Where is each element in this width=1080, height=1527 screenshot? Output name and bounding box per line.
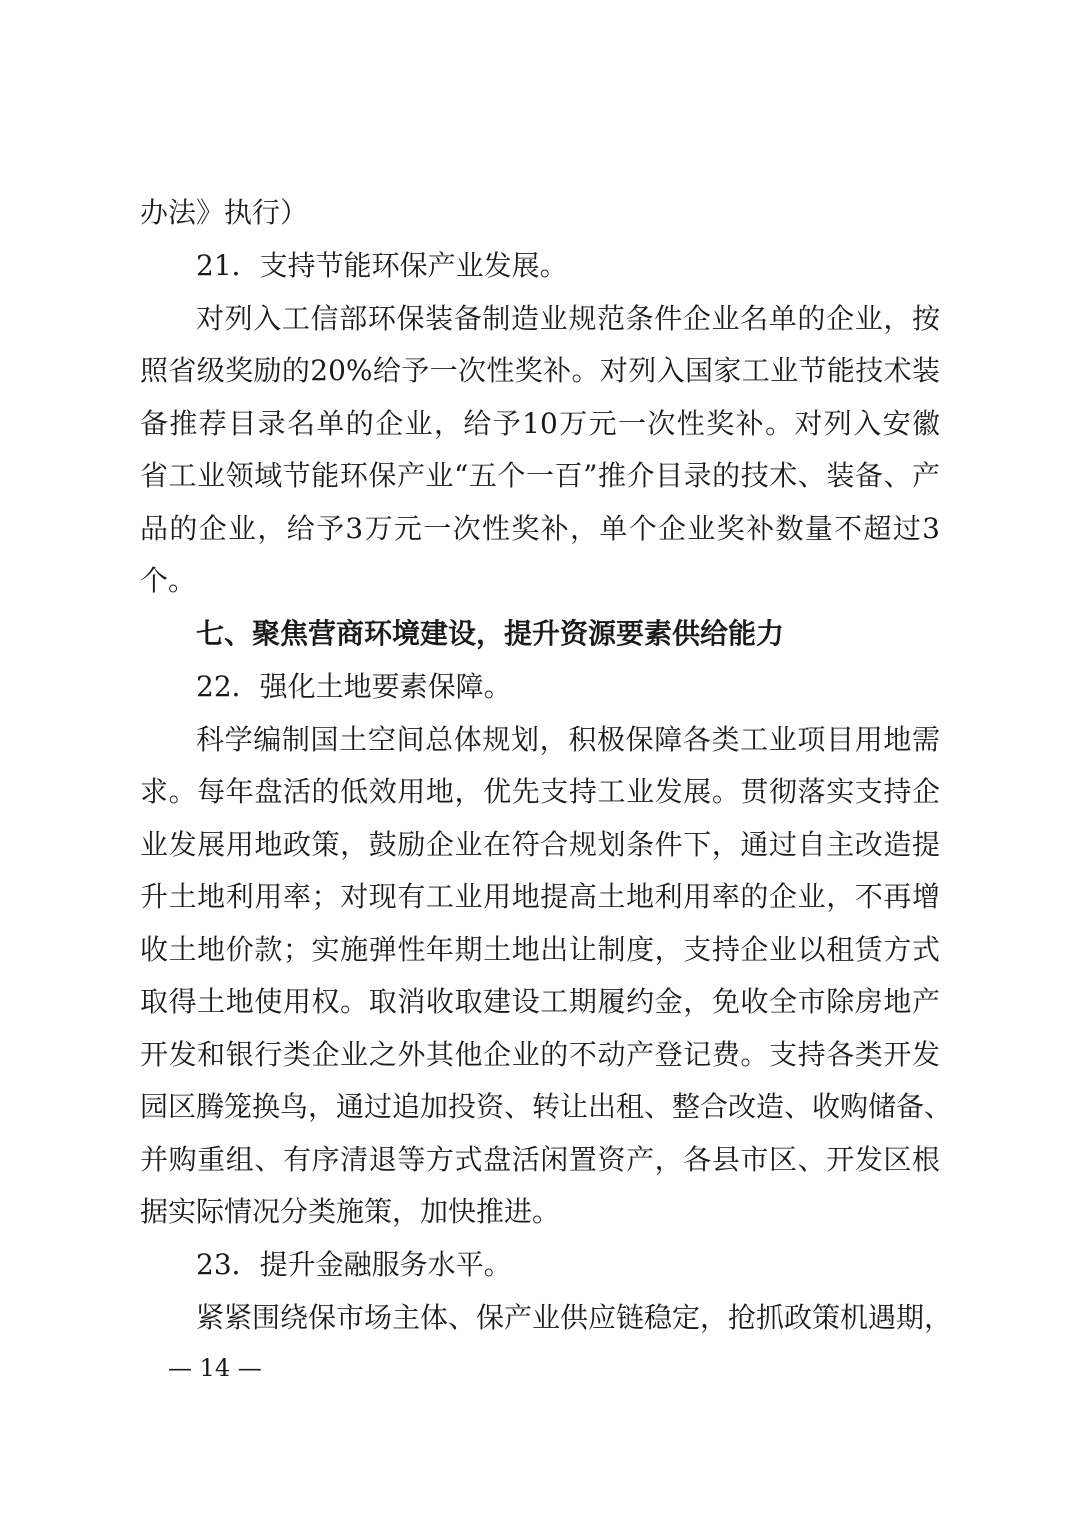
section-23-title: 23．提升金融服务水平。: [196, 1248, 512, 1281]
text-line: 对列入工信部环保装备制造业规范条件企业名单的企业，按: [196, 302, 940, 335]
text-line: 个。: [140, 564, 197, 597]
page-number: — 14 —: [168, 1354, 262, 1382]
section-22-title: 22．强化土地要素保障。: [196, 670, 512, 703]
chapter-7-heading: 七、聚焦营商环境建设，提升资源要素供给能力: [196, 617, 785, 650]
text-line: 照省级奖励的20%给予一次性奖补。对列入国家工业节能技术装: [140, 354, 940, 387]
text-line: 并购重组、有序清退等方式盘活闲置资产，各县市区、开发区根: [140, 1143, 940, 1176]
text-line: 收土地价款；实施弹性年期土地出让制度，支持企业以租赁方式: [140, 933, 940, 966]
text-line: 科学编制国土空间总体规划，积极保障各类工业项目用地需: [196, 723, 940, 756]
text-line: 开发和银行类企业之外其他企业的不动产登记费。支持各类开发: [140, 1038, 940, 1071]
text-line: 紧紧围绕保市场主体、保产业供应链稳定，抢抓政策机遇期，: [196, 1301, 953, 1334]
text-line: 业发展用地政策，鼓励企业在符合规划条件下，通过自主改造提: [140, 828, 940, 861]
text-line: 省工业领域节能环保产业“五个一百”推介目录的技术、装备、产: [140, 459, 940, 492]
text-line: 取得土地使用权。取消收取建设工期履约金，免收全市除房地产: [140, 985, 940, 1018]
text-line: 据实际情况分类施策，加快推进。: [140, 1195, 561, 1228]
text-line: 备推荐目录名单的企业，给予10万元一次性奖补。对列入安徽: [140, 407, 940, 440]
section-21-title: 21．支持节能环保产业发展。: [196, 249, 568, 282]
text-line: 求。每年盘活的低效用地，优先支持工业发展。贯彻落实支持企: [140, 775, 940, 808]
text-line: 园区腾笼换鸟，通过追加投资、转让出租、整合改造、收购储备、: [140, 1090, 953, 1123]
text-line: 品的企业，给予3万元一次性奖补，单个企业奖补数量不超过3: [140, 512, 940, 545]
text-line: 办法》执行）: [140, 196, 309, 229]
text-line: 升土地利用率；对现有工业用地提高土地利用率的企业，不再增: [140, 880, 940, 913]
